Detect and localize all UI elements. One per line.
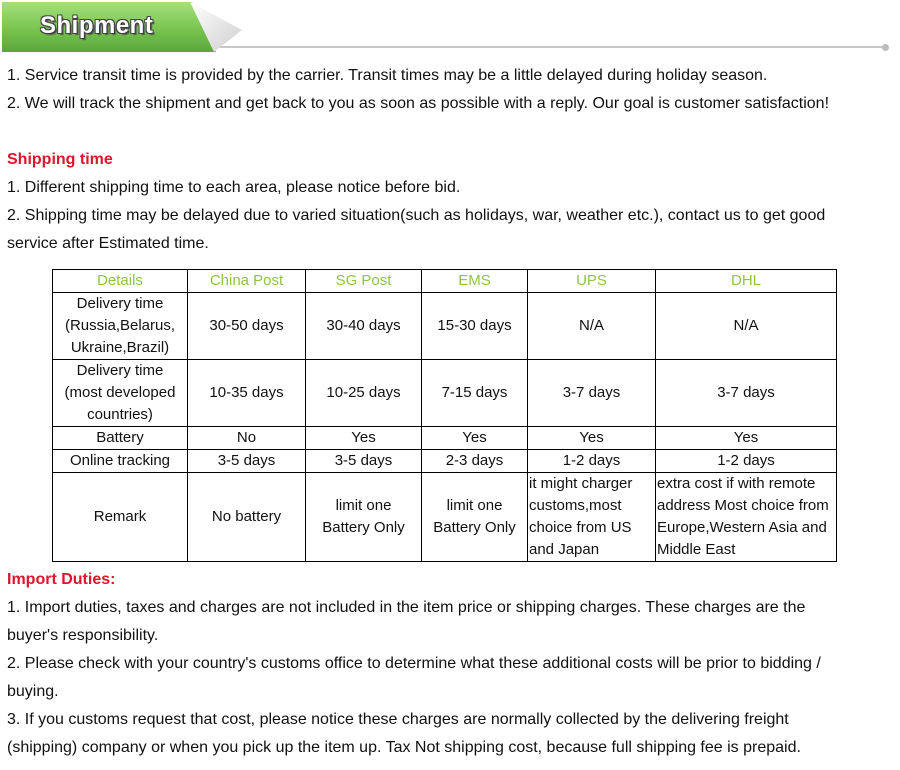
table-cell xyxy=(528,473,656,562)
import-duties-line-2: buyer's responsibility. xyxy=(7,627,159,644)
table-cell: 3-7 days xyxy=(528,360,656,427)
shipping-time-line-3: service after Estimated time. xyxy=(7,235,209,252)
cell-line: choice from US xyxy=(529,519,632,536)
table-cell xyxy=(422,473,528,562)
import-duties-line-5: 3. If you customs request that cost, please notice these charges are normally collected by the delivering freight xyxy=(7,711,789,728)
table-row xyxy=(53,427,837,450)
table-header: China Post xyxy=(188,270,306,293)
table-header: DHL xyxy=(656,270,837,293)
banner-divider xyxy=(200,46,884,48)
table-cell: 30-40 days xyxy=(306,293,422,360)
table-header: EMS xyxy=(422,270,528,293)
cell-line: and Japan xyxy=(529,541,600,558)
table-header: Details xyxy=(53,270,188,293)
row-label-line: Ukraine,Brazil) xyxy=(70,339,170,356)
table-header-row xyxy=(53,270,837,293)
table-cell: 2-3 days xyxy=(422,450,528,473)
table-cell: 10-35 days xyxy=(188,360,306,427)
row-label: Online tracking xyxy=(53,450,188,473)
cell-line: Middle East xyxy=(657,541,736,558)
import-duties-line-1: 1. Import duties, taxes and charges are not included in the item price or shipping charges. These charges are the xyxy=(7,599,806,616)
cell-line: it might charger xyxy=(529,475,633,492)
row-label: Battery xyxy=(53,427,188,450)
row-label xyxy=(53,360,188,427)
table-row xyxy=(53,473,837,562)
cell-line: limit one xyxy=(446,497,503,514)
row-label: Remark xyxy=(53,473,188,562)
table-cell: 1-2 days xyxy=(656,450,837,473)
shipping-table xyxy=(52,269,837,562)
banner-title: Shipment xyxy=(40,12,154,39)
cell-line: Battery Only xyxy=(322,519,405,536)
table-header: SG Post xyxy=(306,270,422,293)
table-header: UPS xyxy=(528,270,656,293)
row-label-line: Delivery time xyxy=(76,362,164,379)
intro-line-2: 2. We will track the shipment and get back to you as soon as possible with a reply. Our goal is customer satisfaction! xyxy=(7,95,830,112)
table-cell: No xyxy=(188,427,306,450)
cell-line: limit one xyxy=(335,497,392,514)
intro-line-1: 1. Service transit time is provided by the carrier. Transit times may be a little delayed during holiday season. xyxy=(7,67,768,84)
cell-line: extra cost if with remote xyxy=(657,475,816,492)
table-row xyxy=(53,293,837,360)
table-cell: 3-7 days xyxy=(656,360,837,427)
table-cell: N/A xyxy=(528,293,656,360)
table-cell: 3-5 days xyxy=(188,450,306,473)
shipping-time-line-1: 1. Different shipping time to each area, please notice before bid. xyxy=(7,179,461,196)
cell-line: No battery xyxy=(211,508,282,525)
cell-line: Europe,Western Asia and xyxy=(657,519,827,536)
row-label-line: Delivery time xyxy=(76,295,164,312)
table-cell: 3-5 days xyxy=(306,450,422,473)
shipping-time-line-2: 2. Shipping time may be delayed due to varied situation(such as holidays, war, weather etc.), contact us to get good xyxy=(7,207,826,224)
row-label-line: (Russia,Belarus, xyxy=(64,317,176,334)
table-cell: 30-50 days xyxy=(188,293,306,360)
table-row xyxy=(53,450,837,473)
import-duties-line-3: 2. Please check with your country's customs office to determine what these additional costs will be prior to bidding / xyxy=(7,655,821,672)
table-cell: Yes xyxy=(306,427,422,450)
import-duties-line-4: buying. xyxy=(7,683,59,700)
table-cell: Yes xyxy=(528,427,656,450)
table-cell: 15-30 days xyxy=(422,293,528,360)
import-duties-line-6: (shipping) company or when you pick up the item up. Tax Not shipping cost, because full shipping fee is prepaid. xyxy=(7,739,801,756)
table-cell: Yes xyxy=(422,427,528,450)
table-cell xyxy=(306,473,422,562)
table-row xyxy=(53,360,837,427)
table-cell: N/A xyxy=(656,293,837,360)
row-label xyxy=(53,293,188,360)
import-duties-heading: Import Duties: xyxy=(7,571,116,588)
table-cell xyxy=(656,473,837,562)
shipment-banner xyxy=(0,0,900,62)
row-label-line: (most developed xyxy=(64,384,176,401)
table-cell xyxy=(188,473,306,562)
table-cell: 7-15 days xyxy=(422,360,528,427)
banner-divider-dot xyxy=(882,44,889,51)
table-cell: 1-2 days xyxy=(528,450,656,473)
table-cell: 10-25 days xyxy=(306,360,422,427)
cell-line: address Most choice from xyxy=(657,497,829,514)
cell-line: customs,most xyxy=(529,497,622,514)
table-cell: Yes xyxy=(656,427,837,450)
cell-line: Battery Only xyxy=(433,519,516,536)
shipping-time-heading: Shipping time xyxy=(7,151,113,168)
row-label-line: countries) xyxy=(87,406,153,423)
